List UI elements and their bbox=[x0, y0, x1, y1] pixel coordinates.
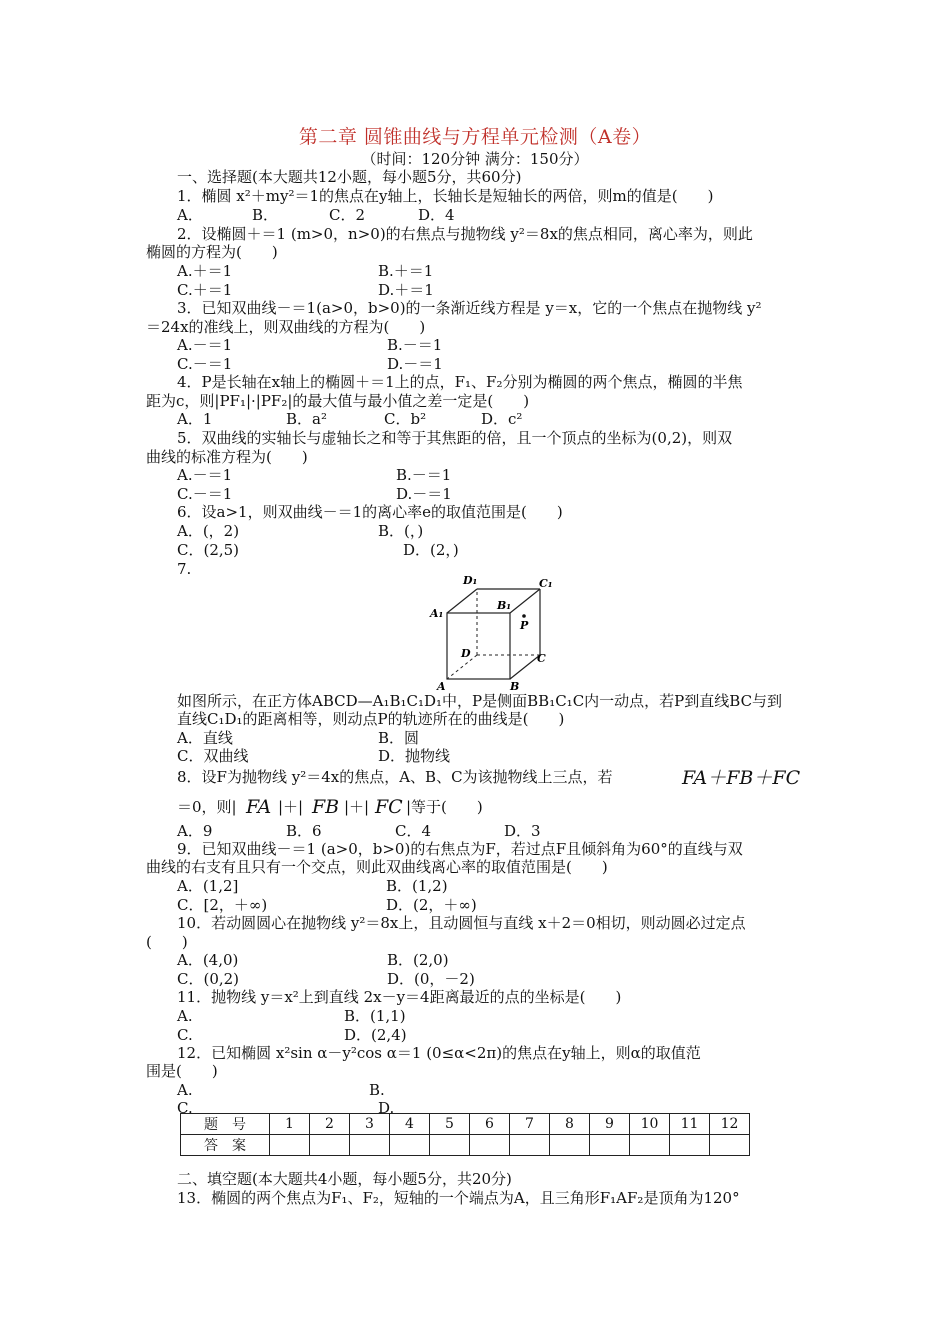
vector-FB: FB bbox=[312, 796, 340, 818]
option: D.－＝1 bbox=[387, 355, 443, 373]
question-7-cont: 直线C₁D₁的距离相等，则动点P的轨迹所在的曲线是( ) bbox=[177, 710, 565, 728]
question-3-cont: ＝24x的准线上，则双曲线的方程为( ) bbox=[146, 318, 426, 336]
option: C．b² bbox=[384, 410, 427, 428]
option: A． bbox=[177, 206, 203, 224]
option: D.－＝1 bbox=[396, 485, 452, 503]
question-8-tail: |等于( ) bbox=[406, 798, 483, 816]
vector-FA: FA bbox=[246, 796, 272, 818]
option: B．(2,0) bbox=[387, 951, 449, 969]
question-10: 10．若动圆圆心在抛物线 y²＝8x上，且动圆恒与直线 x＋2＝0相切，则动圆必过定点 bbox=[177, 914, 746, 932]
option: A．直线 bbox=[177, 729, 233, 747]
option: C.＋＝1 bbox=[177, 281, 233, 299]
label-D1: D₁ bbox=[463, 574, 478, 587]
option: C．4 bbox=[395, 822, 432, 840]
option: B．圆 bbox=[378, 729, 420, 747]
section-heading: 一、选择题(本大题共12小题，每小题5分，共60分) bbox=[177, 168, 522, 186]
question-9: 9．已知双曲线－＝1 (a>0，b>0)的右焦点为F，若过点F且倾斜角为60°的直线与双 bbox=[177, 840, 743, 858]
option: B．6 bbox=[286, 822, 322, 840]
question-11: 11．抛物线 y＝x²上到直线 2x－y＝4距离最近的点的坐标是( ) bbox=[177, 988, 622, 1006]
option: B.－＝1 bbox=[387, 336, 443, 354]
answer-cell[interactable] bbox=[710, 1135, 750, 1156]
exam-info: （时间：120分钟 满分：150分） bbox=[361, 150, 589, 168]
table-cell: 6 bbox=[470, 1114, 510, 1135]
question-8-sep: |＋| bbox=[344, 798, 370, 816]
option: A. bbox=[177, 1007, 193, 1025]
page-title: 第二章 圆锥曲线与方程单元检测（A卷） bbox=[298, 126, 652, 148]
label-C1: C₁ bbox=[539, 577, 553, 590]
label-A1: A₁ bbox=[430, 607, 444, 620]
option: B．(，) bbox=[378, 522, 424, 540]
option: A．(4,0) bbox=[177, 951, 239, 969]
option: B. bbox=[369, 1081, 385, 1099]
option: C．[2，＋∞) bbox=[177, 896, 268, 914]
option: A．(1,2] bbox=[177, 877, 239, 895]
answer-cell[interactable] bbox=[430, 1135, 470, 1156]
table-cell: 11 bbox=[670, 1114, 710, 1135]
option: B．a² bbox=[286, 410, 327, 428]
answer-cell[interactable] bbox=[550, 1135, 590, 1156]
question-4-cont: 距为c，则|PF₁|·|PF₂|的最大值与最小值之差一定是( ) bbox=[146, 392, 530, 410]
table-cell: 8 bbox=[550, 1114, 590, 1135]
question-2-cont: 椭圆的方程为( ) bbox=[146, 243, 278, 261]
option: D．(2，) bbox=[403, 541, 459, 559]
question-7-number: 7. bbox=[177, 560, 192, 578]
option: C．(0,2) bbox=[177, 970, 240, 988]
cube-figure bbox=[426, 574, 558, 692]
table-cell: 1 bbox=[270, 1114, 310, 1135]
table-cell: 3 bbox=[350, 1114, 390, 1135]
option: C. bbox=[177, 1099, 193, 1117]
option: C．(2,5) bbox=[177, 541, 240, 559]
answer-cell[interactable] bbox=[390, 1135, 430, 1156]
option: D．4 bbox=[418, 206, 455, 224]
question-8-eq0: ＝0，则| bbox=[177, 798, 237, 816]
table-cell: 7 bbox=[510, 1114, 550, 1135]
table-cell: 9 bbox=[590, 1114, 630, 1135]
question-12-cont: 围是( ) bbox=[146, 1062, 218, 1080]
answer-table bbox=[180, 1113, 750, 1156]
option: B.－＝1 bbox=[396, 466, 452, 484]
question-12: 12．已知椭圆 x²sin α－y²cos α＝1 (0≤α<2π)的焦点在y轴上，则α的取值范 bbox=[177, 1044, 701, 1062]
answer-cell[interactable] bbox=[310, 1135, 350, 1156]
vector-sum: FA＋FB＋FC bbox=[682, 767, 801, 789]
label-C: C bbox=[537, 652, 546, 665]
label-A: A bbox=[437, 680, 446, 692]
table-cell: 12 bbox=[710, 1114, 750, 1135]
option: C.－＝1 bbox=[177, 485, 233, 503]
option: A．(，2) bbox=[177, 522, 240, 540]
label-B: B bbox=[510, 680, 520, 692]
option: D．(2，＋∞) bbox=[386, 896, 477, 914]
table-head-cell: 答 案 bbox=[181, 1135, 270, 1156]
option: D．(2,4) bbox=[344, 1026, 407, 1044]
option: A. bbox=[177, 1081, 193, 1099]
option: D．c² bbox=[481, 410, 523, 428]
question-10-cont: ( ) bbox=[146, 933, 188, 951]
section-heading: 二、填空题(本大题共4小题，每小题5分，共20分) bbox=[177, 1170, 512, 1188]
option: A.－＝1 bbox=[177, 336, 233, 354]
question-8-sep: |＋| bbox=[278, 798, 304, 816]
option: A．9 bbox=[177, 822, 213, 840]
question-4: 4．P是长轴在x轴上的椭圆＋＝1上的点，F₁、F₂分别为椭圆的两个焦点，椭圆的半焦 bbox=[177, 373, 743, 391]
table-cell: 4 bbox=[390, 1114, 430, 1135]
answer-cell[interactable] bbox=[590, 1135, 630, 1156]
option: D. bbox=[378, 1099, 395, 1117]
option: B．(1,2) bbox=[386, 877, 448, 895]
option: B．(1,1) bbox=[344, 1007, 406, 1025]
vector-FC: FC bbox=[375, 796, 403, 818]
option: D．抛物线 bbox=[378, 747, 451, 765]
option: D.＋＝1 bbox=[378, 281, 434, 299]
question-5-cont: 曲线的标准方程为( ) bbox=[146, 448, 308, 466]
answer-table-answer-row bbox=[181, 1135, 750, 1156]
answer-table-header-row bbox=[181, 1114, 750, 1135]
option: D．3 bbox=[504, 822, 541, 840]
question-13: 13．椭圆的两个焦点为F₁、F₂，短轴的一个端点为A，且三角形F₁AF₂是顶角为120° bbox=[177, 1189, 740, 1207]
table-head-cell: 题 号 bbox=[181, 1114, 270, 1135]
table-cell: 5 bbox=[430, 1114, 470, 1135]
question-2: 2．设椭圆＋＝1 (m>0，n>0)的右焦点与抛物线 y²＝8x的焦点相同，离心率为，则此 bbox=[177, 225, 753, 243]
question-1: 1．椭圆 x²＋my²＝1的焦点在y轴上，长轴长是短轴长的两倍，则m的值是( ) bbox=[177, 187, 714, 205]
question-9-cont: 曲线的右支有且只有一个交点，则此双曲线离心率的取值范围是( ) bbox=[146, 858, 608, 876]
label-B1: B₁ bbox=[497, 599, 512, 612]
option: A.－＝1 bbox=[177, 466, 233, 484]
option: C．双曲线 bbox=[177, 747, 249, 765]
option: B． bbox=[252, 206, 279, 224]
answer-cell[interactable] bbox=[510, 1135, 550, 1156]
table-cell: 10 bbox=[630, 1114, 670, 1135]
option: A．1 bbox=[177, 410, 213, 428]
label-P: P bbox=[520, 619, 529, 632]
question-3: 3．已知双曲线－＝1(a>0，b>0)的一条渐近线方程是 y＝x，它的一个焦点在抛物线 y² bbox=[177, 299, 762, 317]
question-5: 5．双曲线的实轴长与虚轴长之和等于其焦距的倍，且一个顶点的坐标为(0,2)，则双 bbox=[177, 429, 733, 447]
option: D．(0，－2) bbox=[387, 970, 475, 988]
label-D: D bbox=[461, 647, 471, 660]
option: C.－＝1 bbox=[177, 355, 233, 373]
option: B.＋＝1 bbox=[378, 262, 434, 280]
table-cell: 2 bbox=[310, 1114, 350, 1135]
question-6: 6．设a>1，则双曲线－＝1的离心率e的取值范围是( ) bbox=[177, 503, 563, 521]
question-7: 如图所示，在正方体ABCD—A₁B₁C₁D₁中，P是侧面BB₁C₁C内一动点，若P到直线BC与到 bbox=[177, 692, 783, 710]
question-8: 8．设F为抛物线 y²＝4x的焦点，A、B、C为该抛物线上三点，若 bbox=[177, 768, 613, 786]
answer-cell[interactable] bbox=[670, 1135, 710, 1156]
option: C．2 bbox=[329, 206, 366, 224]
answer-cell[interactable] bbox=[350, 1135, 390, 1156]
answer-cell[interactable] bbox=[630, 1135, 670, 1156]
answer-cell[interactable] bbox=[470, 1135, 510, 1156]
option: A.＋＝1 bbox=[177, 262, 233, 280]
answer-cell[interactable] bbox=[270, 1135, 310, 1156]
option: C. bbox=[177, 1026, 193, 1044]
